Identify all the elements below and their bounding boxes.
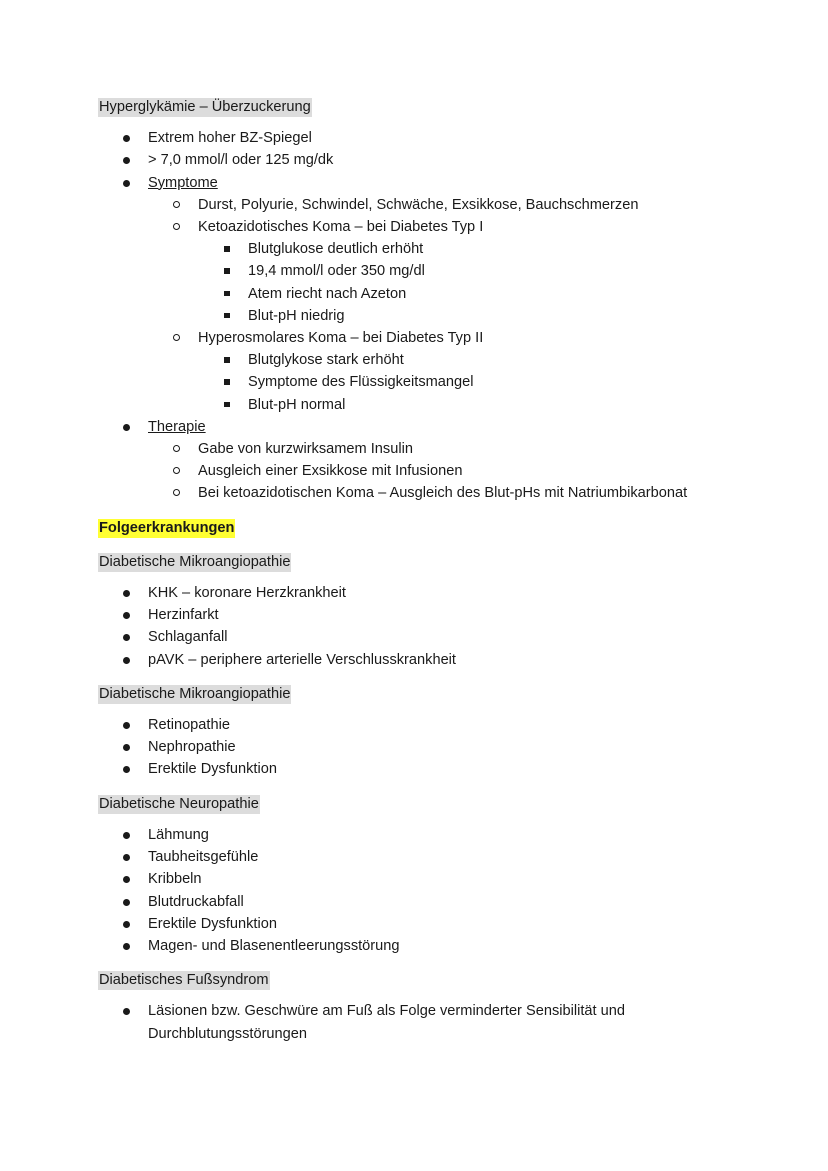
heading-mikroangiopathie: Diabetische Mikroangiopathie — [99, 685, 291, 702]
heading-hyperglykaemie: Hyperglykämie – Überzuckerung — [99, 99, 311, 115]
section-mikroangiopathie — [98, 683, 778, 705]
list-item: Gabe von kurzwirksamem Insulin — [98, 438, 778, 460]
section-folgeerkrankungen — [98, 517, 778, 539]
list-item: Bei ketoazidotischen Koma – Ausgleich des Blut-pHs mit Natriumbikarbonat — [98, 482, 778, 504]
bullet-square-icon — [224, 246, 230, 252]
neuropathie-list — [98, 824, 778, 957]
bullet-circle-icon — [173, 467, 180, 474]
bullet-square-icon — [224, 291, 230, 297]
bullet-dot-icon — [123, 899, 130, 906]
list-item: Blutdruckabfall — [98, 891, 778, 913]
section-makroangiopathie — [98, 551, 778, 573]
bullet-dot-icon — [123, 135, 130, 142]
list-item: Blut-pH niedrig — [98, 305, 778, 327]
heading-makroangiopathie: Diabetische Mikroangiopathie — [99, 553, 291, 570]
bullet-square-icon — [224, 402, 230, 408]
bullet-dot-icon — [123, 876, 130, 883]
bullet-circle-icon — [173, 201, 180, 208]
bullet-dot-icon — [123, 744, 130, 751]
list-item-ketoazidotisch: Ketoazidotisches Koma – bei Diabetes Typ I — [98, 216, 778, 238]
bullet-dot-icon — [123, 180, 130, 187]
bullet-dot-icon — [123, 943, 130, 950]
bullet-dot-icon — [123, 424, 130, 431]
list-item: Ausgleich einer Exsikkose mit Infusionen — [98, 460, 778, 482]
bullet-dot-icon — [123, 722, 130, 729]
bullet-dot-icon — [123, 766, 130, 773]
bullet-dot-icon — [123, 657, 130, 664]
list-item: pAVK – periphere arterielle Verschlusskrankheit — [98, 649, 778, 671]
bullet-dot-icon — [123, 612, 130, 619]
bullet-square-icon — [224, 357, 230, 363]
bullet-square-icon — [224, 379, 230, 385]
document-page — [98, 96, 778, 1045]
section-fusssyndrom — [98, 969, 778, 991]
mikroangiopathie-list — [98, 714, 778, 781]
bullet-circle-icon — [173, 445, 180, 452]
list-item: KHK – koronare Herzkrankheit — [98, 582, 778, 604]
list-item: Schlaganfall — [98, 626, 778, 648]
bullet-dot-icon — [123, 634, 130, 641]
list-item: 19,4 mmol/l oder 350 mg/dl — [98, 260, 778, 282]
list-item-therapie: Therapie — [98, 416, 778, 438]
list-item: Nephropathie — [98, 736, 778, 758]
makroangiopathie-list — [98, 582, 778, 671]
section-hyperglykaemie — [98, 96, 778, 118]
list-item: Blutglukose deutlich erhöht — [98, 238, 778, 260]
bullet-dot-icon — [123, 854, 130, 861]
fusssyndrom-list — [98, 1000, 778, 1044]
list-item: Extrem hoher BZ-Spiegel — [98, 127, 778, 149]
bullet-dot-icon — [123, 832, 130, 839]
list-item: Erektile Dysfunktion — [98, 758, 778, 780]
bullet-circle-icon — [173, 334, 180, 341]
heading-folgeerkrankungen: Folgeerkrankungen — [99, 519, 235, 536]
bullet-dot-icon — [123, 590, 130, 597]
bullet-circle-icon — [173, 223, 180, 230]
list-item: > 7,0 mmol/l oder 125 mg/dk — [98, 149, 778, 171]
section-neuropathie — [98, 793, 778, 815]
heading-neuropathie: Diabetische Neuropathie — [99, 795, 259, 812]
bullet-circle-icon — [173, 489, 180, 496]
list-item: Durst, Polyurie, Schwindel, Schwäche, Exsikkose, Bauchschmerzen — [98, 194, 778, 216]
bullet-square-icon — [224, 313, 230, 319]
list-item: Erektile Dysfunktion — [98, 913, 778, 935]
list-item: Atem riecht nach Azeton — [98, 283, 778, 305]
bullet-square-icon — [224, 268, 230, 274]
bullet-dot-icon — [123, 157, 130, 164]
list-item: Symptome des Flüssigkeitsmangel — [98, 371, 778, 393]
list-item: Magen- und Blasenentleerungsstörung — [98, 935, 778, 957]
list-item: Kribbeln — [98, 868, 778, 890]
list-item: Blutglykose stark erhöht — [98, 349, 778, 371]
list-item: Herzinfarkt — [98, 604, 778, 626]
list-item-hyperosmolar: Hyperosmolares Koma – bei Diabetes Typ II — [98, 327, 778, 349]
list-item: Retinopathie — [98, 714, 778, 736]
heading-fusssyndrom: Diabetisches Fußsyndrom — [99, 972, 269, 989]
list-item: Taubheitsgefühle — [98, 846, 778, 868]
list-item: Läsionen bzw. Geschwüre am Fuß als Folge verminderter Sensibilität und Durchblutungsstörungen — [98, 1000, 778, 1044]
list-item-symptome: Symptome — [98, 172, 778, 194]
hyperglykaemie-list — [98, 127, 778, 504]
list-item: Lähmung — [98, 824, 778, 846]
bullet-dot-icon — [123, 921, 130, 928]
list-item: Blut-pH normal — [98, 394, 778, 416]
bullet-dot-icon — [123, 1008, 130, 1015]
